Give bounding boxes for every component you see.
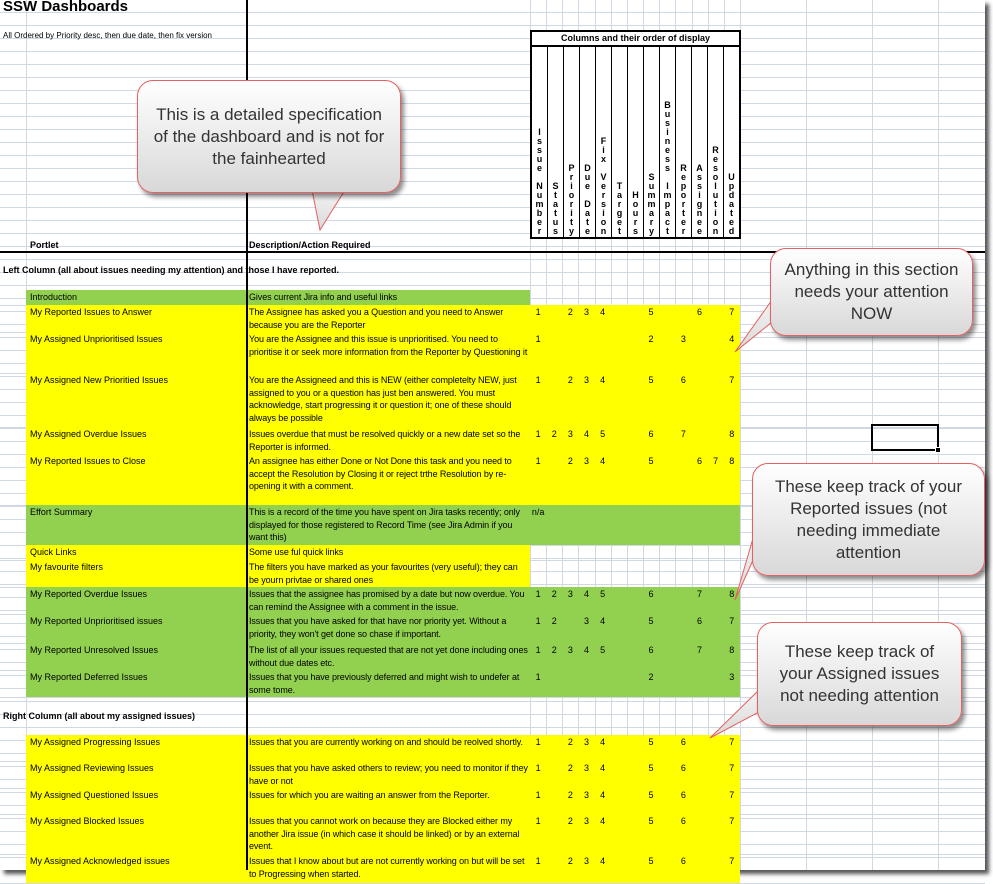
column-order-value: 2 [551,616,557,626]
column-order-value: 5 [600,645,606,655]
portlet-description: The list of all your issues requested that are not yet done including ones without due dates etc. [249,645,528,668]
portlet-description: Issues that you have asked others to review; you need to monitor if they have or not [249,763,528,786]
column-header-label: Target [614,181,625,235]
column-order-value: 3 [567,429,573,439]
column-order-value: 5 [648,616,654,626]
column-order-value: 4 [600,816,606,826]
column-order-value: 2 [648,672,654,682]
column-order-value: 5 [600,589,606,599]
page-title: SSW Dashboards [3,0,129,15]
column-order-value: 4 [600,375,606,385]
column-order-value: 6 [680,816,686,826]
column-order-value: 7 [729,375,735,385]
column-order-value: 3 [583,790,589,800]
callout-attention: Anything in this section needs your attention NOW [770,248,973,336]
column-order-value: 6 [648,645,654,655]
callout-tail [735,300,772,352]
portlet-header: Portlet [30,240,59,250]
columns-box-caption: Columns and their order of display [532,32,739,47]
column-order-value: 8 [729,429,735,439]
column-order-value: 3 [583,456,589,466]
column-order-value: 3 [567,645,573,655]
column-order-value: n/a [531,507,545,517]
column-order-value: 6 [696,307,702,317]
column-order-value: 4 [600,856,606,866]
column-order-value: 8 [729,456,735,466]
portlet-name: My Assigned Progressing Issues [30,737,161,747]
callout-tail [710,690,759,738]
column-order-value: 5 [648,790,654,800]
column-order-value: 2 [567,816,573,826]
column-order-value: 4 [729,334,735,344]
left-section-title: Left Column (all about issues needing my attention) and those I have reported. [3,265,340,275]
column-order-value: 7 [696,645,702,655]
portlet-description: Gives current Jira info and useful links [249,292,398,302]
column-order-value: 2 [567,763,573,773]
portlet-name: My Reported Overdue Issues [30,589,148,599]
portlet-name: Effort Summary [30,507,93,517]
column-order-value: 2 [648,334,654,344]
column-order-value: 7 [729,737,735,747]
column-header-label: Business Impact [662,100,673,235]
column-order-value: 2 [567,856,573,866]
callout-assigned: These keep track of your Assigned issues not needing attention [757,622,962,726]
column-order-value: 2 [551,589,557,599]
column-header-label: Summary [646,172,657,235]
portlet-name: My Assigned Blocked Issues [30,816,145,826]
portlet-description: You are the Assigneed and this is NEW (either completelty NEW, just assigned to you or a question has just ben answered. You must acknowledge, start progressing it or question it; one of these should always be possible [249,375,517,423]
portlet-description: Issues that the assignee has promised by a date but now overdue. You can remind the Assignee with a comment in the issue. [249,589,525,612]
column-header-label: Reporter [678,163,689,235]
column-order-value: 8 [729,589,735,599]
column-order-value: 4 [600,456,606,466]
column-order-value: 3 [583,816,589,826]
column-order-value: 7 [729,763,735,773]
callout-reported: These keep track of your Reported issues (not needing immediate attention [752,463,985,576]
column-order-value: 6 [648,589,654,599]
column-order-value: 2 [567,790,573,800]
column-order-value: 4 [583,589,589,599]
column-order-value: 1 [535,429,541,439]
column-order-value: 6 [680,790,686,800]
column-order-value: 1 [535,645,541,655]
column-order-value: 6 [680,763,686,773]
column-order-value: 7 [729,856,735,866]
column-order-value: 7 [680,429,686,439]
column-order-value: 8 [729,645,735,655]
column-order-value: 2 [551,429,557,439]
column-order-value: 6 [680,856,686,866]
column-order-value: 3 [583,763,589,773]
column-order-value: 2 [567,737,573,747]
callout-tail [312,190,345,230]
column-order-value: 4 [600,737,606,747]
portlet-description: This is a record of the time you have spent on Jira tasks recently; only displayed for those registered to Record Time (see Jira Admin if you want this) [249,507,520,542]
column-order-value: 7 [729,616,735,626]
portlet-name: My favourite filters [30,562,104,572]
column-order-value: 2 [551,645,557,655]
column-header-label: Status [550,181,561,235]
column-order-value: 7 [713,456,719,466]
portlet-description: The filters you have marked as your favourites (very useful); they can be yourn privtae or shared ones [249,562,518,585]
portlet-description: Issues that you have asked for that have nor priority yet. Without a priority, they won't get done so chase if important. [249,616,507,639]
column-header-label: Fix Version [598,136,609,235]
column-order-value: 1 [535,616,541,626]
column-order-value: 3 [583,737,589,747]
column-header-label: Resolution [710,145,721,235]
column-order-value: 7 [729,790,735,800]
portlet-name: My Assigned Unprioritised Issues [30,334,163,344]
column-order-value: 1 [535,375,541,385]
column-order-value: 1 [535,790,541,800]
column-order-value: 1 [535,672,541,682]
portlet-description: Issues that you are currently working on and should be reolved shortly. [249,737,523,747]
portlet-name: My Assigned Acknowledged issues [30,856,170,866]
portlet-name: My Assigned New Prioritied Issues [30,375,169,385]
portlet-description: Some use ful quick links [249,547,344,557]
column-order-value: 7 [696,589,702,599]
column-order-value: 4 [600,307,606,317]
portlet-name: My Reported Unresolved Issues [30,645,159,655]
column-order-value: 3 [583,856,589,866]
column-header-label: Updated [726,172,737,235]
column-order-value: 6 [696,456,702,466]
column-order-value: 1 [535,737,541,747]
column-order-value: 5 [648,307,654,317]
column-order-value: 5 [648,763,654,773]
column-header-label: Hours [630,190,641,235]
right-section-title: Right Column (all about my assigned issues) [3,711,196,721]
column-order-value: 3 [680,334,686,344]
portlet-name: Introduction [30,292,78,302]
column-order-value: 6 [696,616,702,626]
column-order-value: 1 [535,589,541,599]
column-order-value: 1 [535,334,541,344]
column-order-value: 2 [567,456,573,466]
portlet-description: Issues that I know about but are not currently working on but will be set to Progressing when started. [249,856,525,879]
portlet-description: Issues for which you are waiting an answer from the Reporter. [249,790,490,800]
column-header-label: Due Date [582,163,593,235]
portlet-name: My Assigned Reviewing Issues [30,763,154,773]
column-order-value: 5 [648,375,654,385]
column-order-value: 5 [648,856,654,866]
portlet-name: My Reported Issues to Close [30,456,146,466]
column-order-value: 7 [729,307,735,317]
column-order-value: 6 [680,375,686,385]
column-order-value: 5 [648,737,654,747]
portlet-description: The Assignee has asked you a Question and you need to Answer because you are the Reporter [249,307,504,330]
ordering-note: All Ordered by Priority desc, then due date, then fix version [3,31,212,40]
column-order-value: 4 [583,429,589,439]
column-order-value: 3 [583,307,589,317]
description-header: Description/Action Required [249,240,371,250]
column-order-value: 6 [680,737,686,747]
callout-spec: This is a detailed specification of the dashboard and is not for the fainhearted [137,80,401,193]
column-order-value: 3 [567,589,573,599]
column-order-value: 1 [535,816,541,826]
portlet-name: My Assigned Questioned Issues [30,790,159,800]
portlet-description: Issues overdue that must be resolved quickly or a new date set so the Reporter is informed. [249,429,521,452]
column-order-value: 4 [583,645,589,655]
column-order-value: 4 [600,763,606,773]
portlet-description: You are the Assignee and this issue is unprioritised. You need to prioritise it or seek more information from the Reporter by Questioning it [249,334,528,357]
portlet-description: Issues that you have previously deferred and might wish to undefer at some tome. [249,672,520,695]
portlet-name: Quick Links [30,547,77,557]
column-order-value: 2 [567,307,573,317]
column-order-value: 5 [648,816,654,826]
column-header-label: Issue Number [534,127,545,235]
portlet-description: An assignee has either Done or Not Done this task and you need to accept the Resolution by Closing it or reject trthe Resolution by re-opening it with a comment. [249,456,512,491]
portlet-description: Issues that you cannot work on because they are Blocked either my another Jira issue (in which case it should be linked) or by an external event. [249,816,520,851]
column-order-value: 1 [535,456,541,466]
column-order-value: 1 [535,856,541,866]
column-order-value: 4 [600,616,606,626]
portlet-name: My Assigned Overdue Issues [30,429,147,439]
portlet-name: My Reported Unprioritised issues [30,616,163,626]
column-order-value: 5 [648,456,654,466]
column-header-label: Priority [566,163,577,235]
column-order-value: 1 [535,307,541,317]
portlet-name: My Reported Deferred Issues [30,672,148,682]
column-order-value: 1 [535,763,541,773]
portlet-name: My Reported Issues to Answer [30,307,153,317]
column-order-value: 7 [729,816,735,826]
column-order-value: 6 [648,429,654,439]
column-order-value: 2 [567,375,573,385]
column-order-value: 5 [600,429,606,439]
column-order-value: 3 [729,672,735,682]
column-order-value: 4 [600,790,606,800]
column-order-value: 3 [583,616,589,626]
column-header-label: Assignee [694,163,705,235]
column-order-value: 3 [583,375,589,385]
